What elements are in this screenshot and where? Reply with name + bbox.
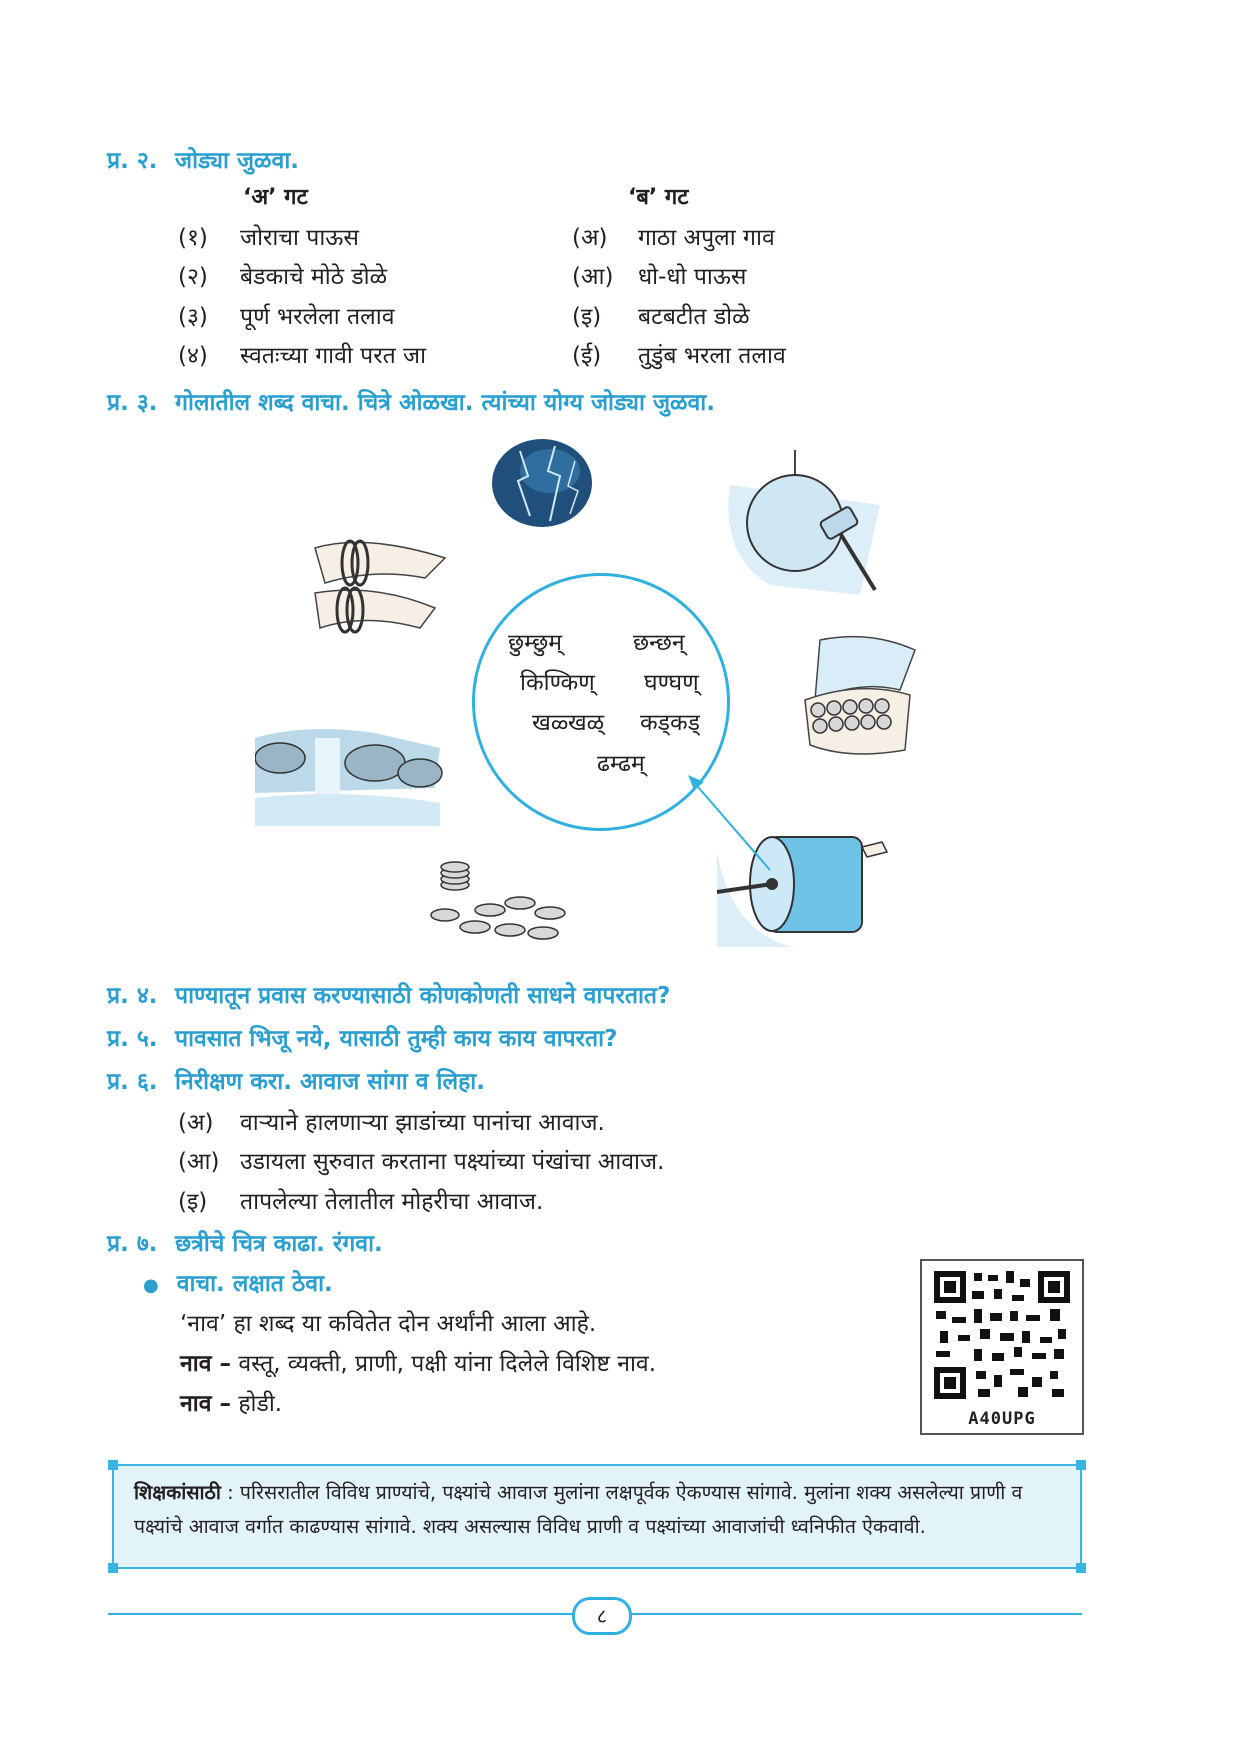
col-b-item: (अ) गाठा अपुला गाव [572, 225, 775, 251]
q3-title: गोलातील शब्द वाचा. चित्रे ओळखा. त्यांच्या योग्य जोड्या जुळवा. [175, 390, 715, 416]
read-note-heading [143, 1266, 333, 1298]
read-note-line: नाव – वस्तू, व्यक्ती, प्राणी, पक्षी यांना दिलेले विशिष्ट नाव. [180, 1351, 657, 1377]
q2-number: प्र. २. [107, 148, 158, 174]
waterfall-picture [255, 718, 445, 828]
q2-title: जोड्या जुळवा. [175, 148, 300, 174]
q6-heading [107, 1064, 485, 1096]
sound-word: छन्छन् [633, 630, 685, 656]
q5-heading [107, 1021, 617, 1053]
sound-word: किण्किण् [520, 670, 595, 696]
arrow-icon [680, 770, 780, 880]
q2-heading [107, 143, 299, 175]
corner-decoration [1076, 1563, 1086, 1573]
q5-title: पावसात भिजू नये, यासाठी तुम्ही काय काय वापरता? [175, 1026, 618, 1052]
sound-word: ढम्ढम् [597, 751, 645, 777]
read-note-line: ‘नाव’ हा शब्द या कवितेत दोन अर्थांनी आला आहे. [180, 1311, 597, 1337]
q6-item: (आ) उडायला सुरुवात करताना पक्ष्यांच्या पंखांचा आवाज. [178, 1149, 665, 1175]
page-number: ८ [572, 1597, 632, 1635]
sound-word: छुम्छुम् [508, 630, 563, 656]
q6-item: (इ) तापलेल्या तेलातील मोहरीचा आवाज. [178, 1189, 544, 1215]
sound-word: खळ्खळ् [532, 710, 605, 736]
corner-decoration [108, 1460, 118, 1470]
qr-code[interactable] [920, 1259, 1084, 1435]
col-a-item: (१) जोराचा पाऊस [178, 225, 359, 251]
col-b-item: (इ) बटबटीत डोळे [572, 304, 750, 330]
q3-number: प्र. ३. [107, 390, 158, 416]
q7-heading [107, 1226, 383, 1258]
q6-item: (अ) वाऱ्याने हालणाऱ्या झाडांच्या पानांचा आवाज. [178, 1110, 605, 1136]
qr-code-label: A40UPG [952, 1409, 1052, 1429]
read-note-line: नाव – होडी. [180, 1391, 283, 1417]
col-b-item: (आ) धो-धो पाऊस [572, 264, 747, 290]
teacher-note-label: शिक्षकांसाठी [134, 1481, 221, 1504]
col-a-item: (४) स्वतःच्या गावी परत जा [178, 343, 427, 369]
bullet-icon: ● [143, 1275, 159, 1296]
coins-picture [425, 855, 580, 945]
anklet-bells-picture [790, 630, 925, 770]
q7-title: छत्रीचे चित्र काढा. रंगवा. [175, 1231, 383, 1257]
q3-heading [107, 385, 715, 417]
gong-picture [710, 445, 890, 605]
q5-number: प्र. ५. [107, 1026, 158, 1052]
col-a-item: (२) बेडकाचे मोठे डोळे [178, 264, 388, 290]
qr-pattern [922, 1261, 1082, 1411]
bangles-picture [305, 528, 455, 638]
sound-word: घण्घण् [644, 670, 699, 696]
corner-decoration [1076, 1460, 1086, 1470]
teacher-note-text: शिक्षकांसाठी : परिसरातील विविध प्राण्यांचे, पक्ष्यांचे आवाज मुलांना लक्षपूर्वक ऐकण्यास सांगावे. मुलांना शक्य असलेल्या प्राणी व पक्ष्यांचे आवाज वर्गात काढण्यास सांगावे. शक्य असल्यास विविध प्राणी व पक्ष्यांच्या आवाजांची ध्वनिफीत ऐकवावी. [134, 1481, 1023, 1538]
q4-number: प्र. ४. [107, 983, 158, 1009]
q7-number: प्र. ७. [107, 1231, 158, 1257]
teacher-note-box [112, 1464, 1082, 1569]
col-a-header: ‘अ’ गट [243, 185, 308, 210]
sound-word: कड्कड् [640, 710, 700, 736]
q6-number: प्र. ६. [107, 1069, 158, 1095]
q4-title: पाण्यातून प्रवास करण्यासाठी कोणकोणती साधने वापरतात? [175, 983, 671, 1009]
col-a-item: (३) पूर्ण भरलेला तलाव [178, 304, 395, 330]
col-b-item: (ई) तुडुंब भरला तलाव [572, 343, 786, 369]
q6-title: निरीक्षण करा. आवाज सांगा व लिहा. [175, 1069, 485, 1095]
corner-decoration [108, 1563, 118, 1573]
lightning-picture [490, 436, 595, 531]
q4-heading [107, 978, 670, 1010]
col-b-header: ‘ब’ गट [628, 185, 689, 210]
read-note-title: वाचा. लक्षात ठेवा. [176, 1271, 333, 1297]
